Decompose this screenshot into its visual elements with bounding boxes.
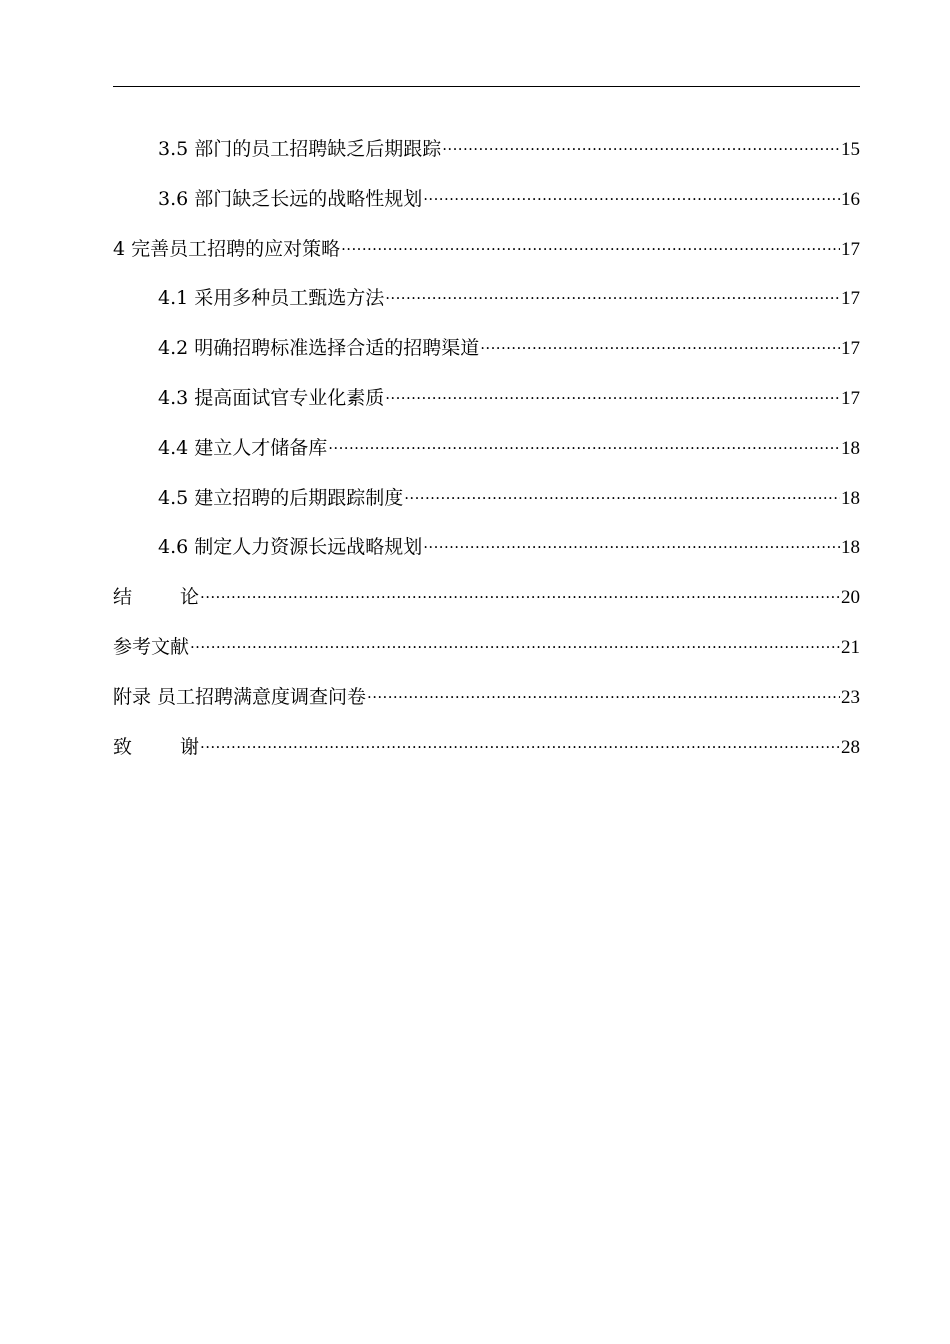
toc-entry-4-6[interactable] [113, 532, 860, 582]
toc-entry-title: 3.5 部门的员工招聘缺乏后期跟踪 [158, 138, 442, 160]
toc-page-number: 20 [841, 587, 860, 609]
table-of-contents [113, 134, 860, 781]
toc-dot-leader [442, 135, 840, 155]
toc-entry-4-2[interactable] [113, 333, 860, 383]
toc-dot-leader [367, 683, 840, 703]
toc-entry-title: 4.3 提高面试官专业化素质 [158, 386, 385, 409]
toc-dot-leader [404, 484, 840, 504]
toc-page-number: 28 [841, 736, 860, 758]
toc-page-number: 16 [841, 188, 860, 210]
toc-entry-title [113, 732, 199, 762]
toc-entry-acknowledgements[interactable] [113, 732, 860, 782]
toc-entry-title: 4.2 明确招聘标准选择合适的招聘渠道 [158, 337, 480, 360]
toc-page-number: 18 [841, 487, 860, 509]
toc-entry-title: 3.6 部门缺乏长远的战略性规划 [158, 187, 423, 210]
toc-dot-leader [423, 185, 840, 205]
toc-entry-4[interactable] [113, 234, 860, 284]
toc-page-number: 23 [841, 686, 860, 708]
toc-entry-title: 4.5 建立招聘的后期跟踪制度 [158, 486, 404, 509]
toc-entry-title: 4.1 采用多种员工甄选方法 [158, 287, 385, 310]
toc-entry-4-5[interactable] [113, 483, 860, 533]
toc-entry-conclusion[interactable] [113, 582, 860, 632]
toc-page-number: 17 [841, 338, 860, 360]
toc-entry-4-3[interactable] [113, 383, 860, 433]
toc-dot-leader [328, 434, 840, 454]
toc-dot-leader [423, 533, 840, 553]
toc-entry-references[interactable] [113, 632, 860, 682]
toc-page-number: 17 [841, 387, 860, 409]
toc-page-number: 15 [841, 139, 860, 160]
toc-page-number: 17 [841, 288, 860, 310]
toc-entry-appendix[interactable] [113, 682, 860, 732]
toc-entry-title: 4 完善员工招聘的应对策略 [113, 237, 341, 260]
toc-entry-title: 参考文献 [113, 635, 190, 658]
toc-page-number: 21 [841, 636, 860, 658]
toc-entry-title: 附录 员工招聘满意度调查问卷 [113, 685, 367, 708]
toc-page-number: 17 [841, 238, 860, 260]
toc-entry-3-5[interactable] [113, 134, 860, 184]
toc-entry-title [113, 582, 199, 612]
toc-page-number: 18 [841, 437, 860, 459]
toc-entry-4-4[interactable] [113, 433, 860, 483]
toc-dot-leader [341, 235, 840, 255]
toc-entry-3-6[interactable] [113, 184, 860, 234]
toc-dot-leader [200, 733, 840, 753]
toc-title-part: 致 [113, 735, 133, 758]
header-rule [113, 86, 860, 87]
toc-title-part: 论 [180, 586, 200, 609]
toc-dot-leader [480, 334, 840, 354]
toc-title-part: 谢 [180, 735, 200, 758]
toc-dot-leader [200, 583, 840, 603]
toc-entry-4-1[interactable] [113, 283, 860, 333]
toc-dot-leader [385, 284, 840, 304]
toc-page-number: 18 [841, 537, 860, 559]
toc-entry-title: 4.6 制定人力资源长远战略规划 [158, 536, 423, 559]
toc-title-part: 结 [113, 586, 133, 609]
toc-entry-title: 4.4 建立人才储备库 [158, 436, 328, 459]
toc-dot-leader [385, 384, 840, 404]
toc-dot-leader [190, 633, 840, 653]
